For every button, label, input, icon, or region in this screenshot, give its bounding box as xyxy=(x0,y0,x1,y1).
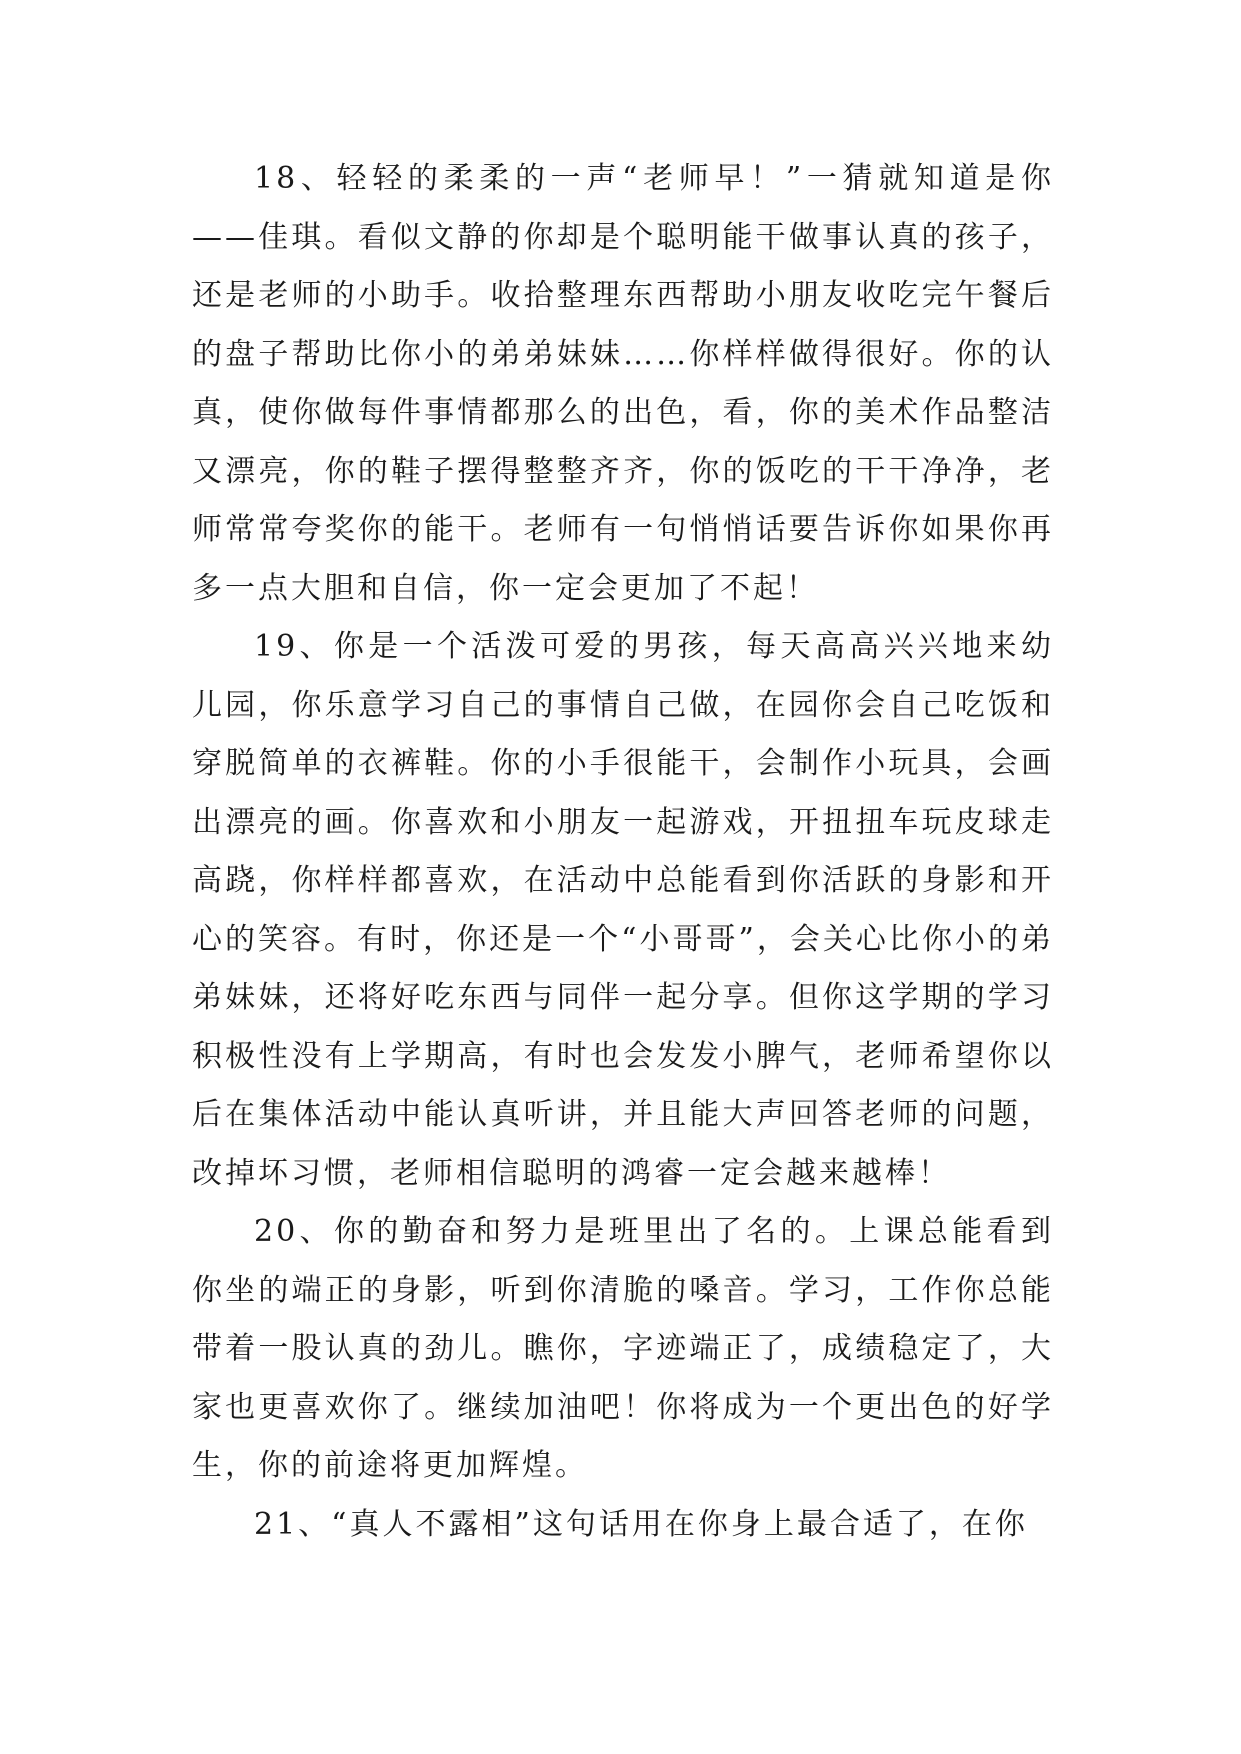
document-body xyxy=(192,150,1054,1554)
comment-paragraph-18: 18、轻轻的柔柔的一声“老师早！”一猜就知道是你——佳琪。看似文静的你却是个聪明能干做事认真的孩子，还是老师的小助手。收拾整理东西帮助小朋友收吃完午餐后的盘子帮助比你小的弟弟妹妹……你样样做得很好。你的认真，使你做每件事情都那么的出色，看，你的美术作品整洁又漂亮，你的鞋子摆得整整齐齐，你的饭吃的干干净净，老师常常夸奖你的能干。老师有一句悄悄话要告诉你如果你再多一点大胆和自信，你一定会更加了不起！ xyxy=(192,161,1054,606)
comment-paragraph-19: 19、你是一个活泼可爱的男孩，每天高高兴兴地来幼儿园，你乐意学习自己的事情自己做，在园你会自己吃饭和穿脱简单的衣裤鞋。你的小手很能干，会制作小玩具，会画出漂亮的画。你喜欢和小朋友一起游戏，开扭扭车玩皮球走高跷，你样样都喜欢，在活动中总能看到你活跃的身影和开心的笑容。有时，你还是一个“小哥哥”，会关心比你小的弟弟妹妹，还将好吃东西与同伴一起分享。但你这学期的学习积极性没有上学期高，有时也会发发小脾气，老师希望你以后在集体活动中能认真听讲，并且能大声回答老师的问题，改掉坏习惯，老师相信聪明的鸿睿一定会越来越棒！ xyxy=(192,629,1054,1191)
comment-paragraph-21: 21、“真人不露相”这句话用在你身上最合适了，在你 xyxy=(254,1506,1028,1542)
comment-paragraph-20: 20、你的勤奋和努力是班里出了名的。上课总能看到你坐的端正的身影，听到你清脆的嗓音。学习，工作你总能带着一股认真的劲儿。瞧你，字迹端正了，成绩稳定了，大家也更喜欢你了。继续加油吧！你将成为一个更出色的好学生，你的前途将更加辉煌。 xyxy=(192,1214,1054,1483)
